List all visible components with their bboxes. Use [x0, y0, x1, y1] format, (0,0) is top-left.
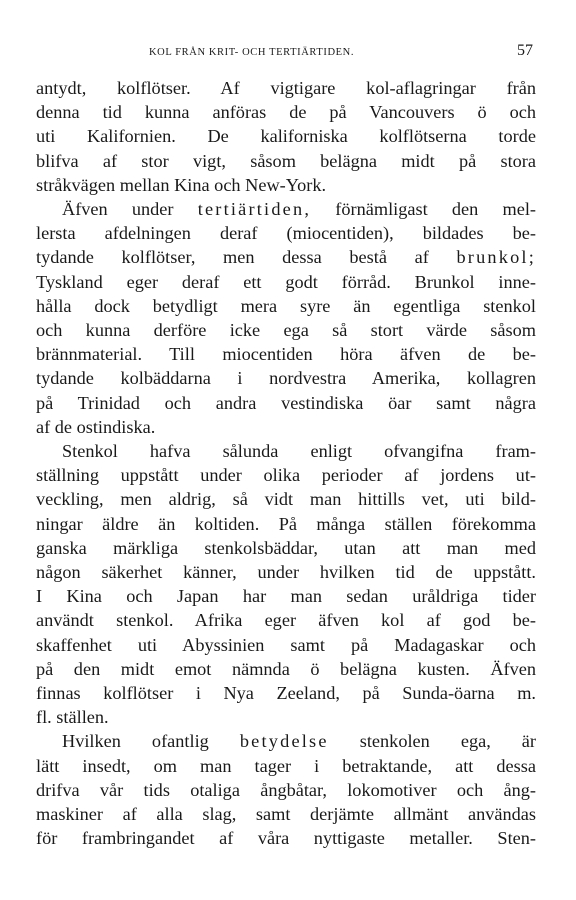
emphasized-term: brunkol; [456, 247, 536, 268]
text-line: för frambringandet af våra nyttigaste metaller. Sten- [36, 828, 536, 849]
text-line: användt stenkol. Afrika eger äfven kol af god be- [36, 610, 536, 631]
text-line: tydande kolbäddarna i nordvestra Amerika, kollagren [36, 368, 536, 389]
text-line: ningar äldre än koltiden. På många ställen förekomma [36, 513, 536, 534]
text-line: uti Kalifornien. De kaliforniska kolflötserna torde [36, 126, 536, 147]
book-page [36, 38, 536, 851]
text-line: stråkvägen mellan Kina och New-York. [36, 174, 327, 195]
text-line: lätt insedt, om man tager i betraktande, att dessa [36, 755, 536, 776]
text-line: och kunna derföre icke ega så stort värde såsom [36, 320, 536, 341]
paragraph-start-line [36, 197, 536, 221]
text-fragment: förnämligast [335, 199, 428, 220]
text-line: finnas kolflötser i Nya Zeeland, på Sunda-öarna m. [36, 683, 536, 704]
text-line: Tyskland eger deraf ett godt förråd. Brunkol inne- [36, 271, 536, 292]
text-line: veckling, men aldrig, så vidt man hittills vet, uti bild- [36, 489, 536, 510]
text-fragment: den mel- [451, 199, 536, 220]
page-number: 57 [517, 42, 533, 59]
page-header [36, 38, 536, 68]
text-line: maskiner af alla slag, samt derjämte allmänt användas [36, 804, 536, 825]
paragraph-start-line: Stenkol hafva sålunda enligt ofvangifna fram- [62, 441, 536, 462]
text-line: skaffenhet uti Abyssinien samt på Madagaskar och [36, 634, 536, 655]
text-line: brännmaterial. Till miocentiden höra äfven de be- [36, 344, 536, 365]
text-line: fl. ställen. [36, 707, 109, 728]
text-line: denna tid kunna anföras de på Vancouvers ö och [36, 102, 536, 123]
text-line: blifva af stor vigt, såsom belägna midt på stora [36, 150, 536, 171]
text-fragment: Äfven under [62, 199, 174, 220]
text-line: drifva vår tids otaliga ångbåtar, lokomotiver och ång- [36, 779, 536, 800]
text-line: af de ostindiska. [36, 416, 156, 437]
emphasized-term: betydelse [239, 731, 329, 752]
text-line: ställning uppstått under olika perioder af jordens ut- [36, 465, 536, 486]
text-line: hålla dock betydligt mera syre än egentliga stenkol [36, 295, 536, 316]
text-line: I Kina och Japan har man sedan uråldriga tider [36, 586, 536, 607]
text-line: på Trinidad och andra vestindiska öar samt några [36, 392, 536, 413]
running-title: KOL FRÅN KRIT- OCH TERTIÄRTIDEN. [149, 47, 355, 58]
text-line: lersta afdelningen deraf (miocentiden), bildades be- [36, 223, 536, 244]
text-fragment: tydande kolflötser, men dessa bestå af [36, 247, 429, 268]
text-fragment: stenkolen ega, är [359, 731, 536, 752]
text-fragment: Hvilken ofantlig [62, 731, 209, 752]
emphasized-term: tertiärtiden, [197, 199, 312, 220]
text-line [36, 245, 536, 269]
paragraph-start-line [36, 729, 536, 753]
body-text [36, 76, 536, 851]
text-line: ganska märkliga stenkolsbäddar, utan att man med [36, 537, 536, 558]
text-line: på den midt emot nämnda ö belägna kusten. Äfven [36, 658, 536, 679]
text-line: antydt, kolflötser. Af vigtigare kol-aflagringar från [36, 78, 536, 98]
text-line: någon säkerhet känner, under hvilken tid de uppstått. [36, 562, 536, 583]
